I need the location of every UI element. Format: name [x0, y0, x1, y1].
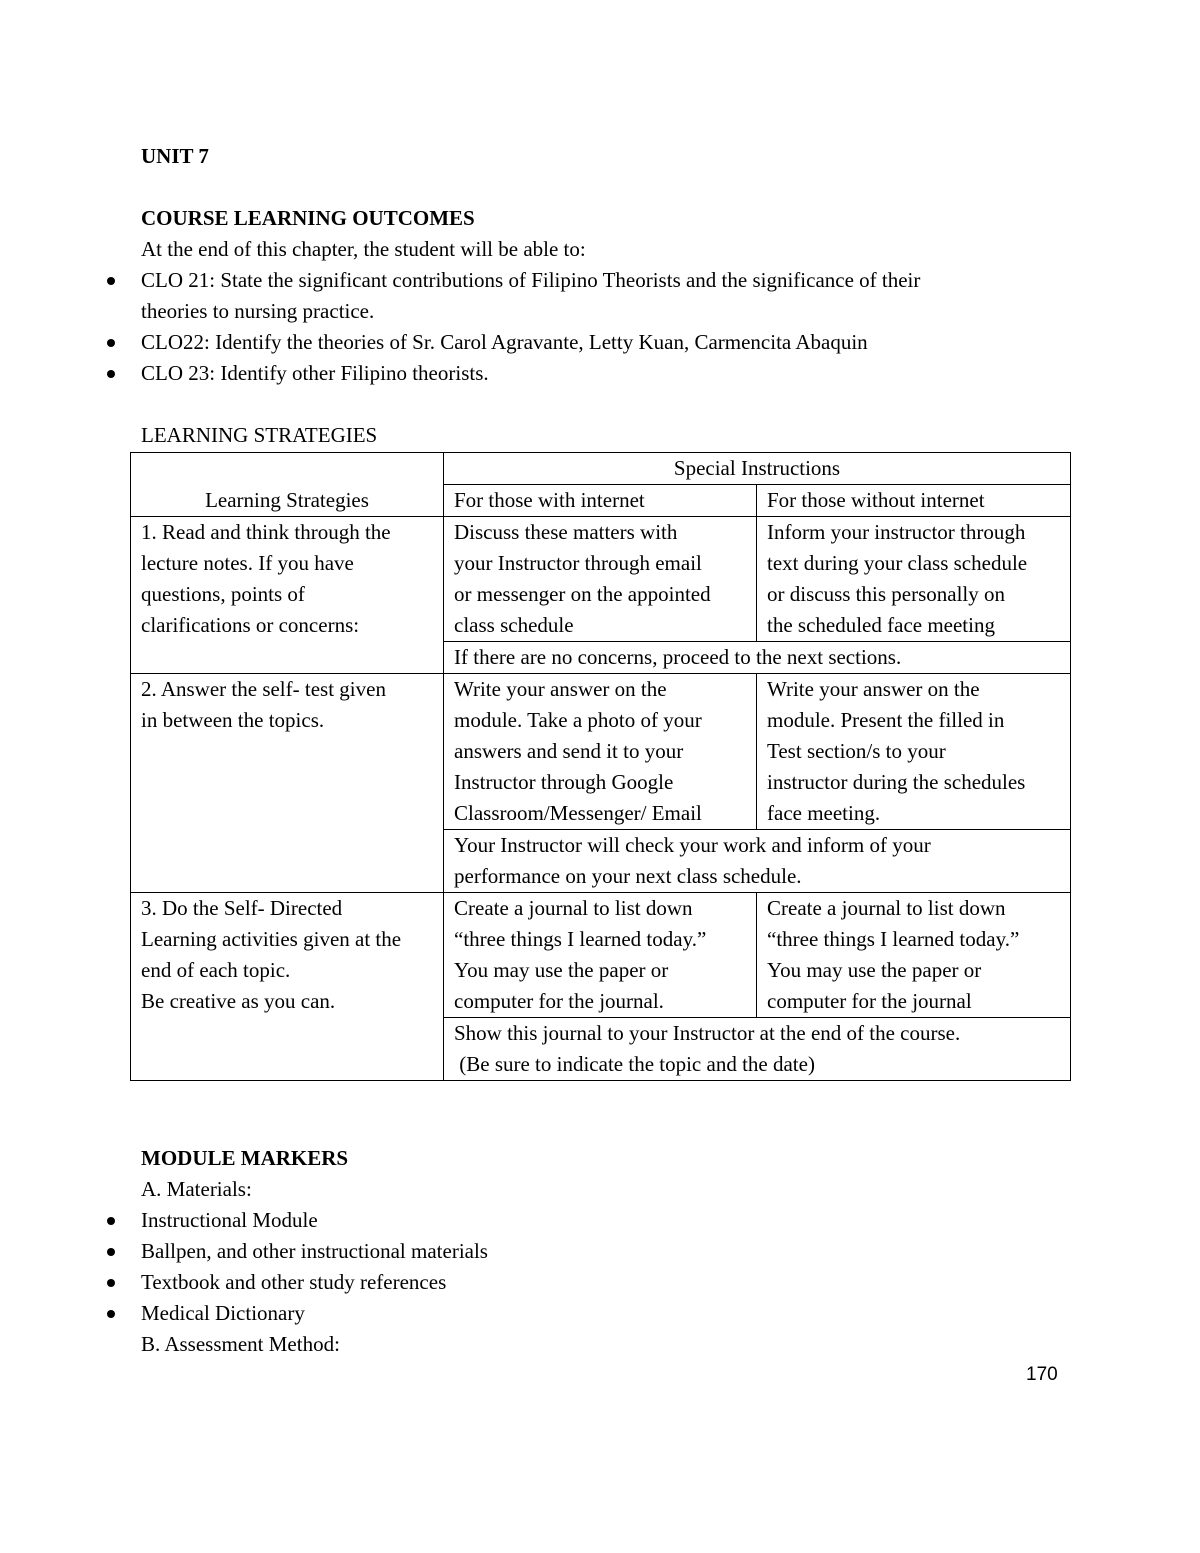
with-internet-cell-1: Discuss these matters with your Instructor through email or messenger on the appointed class schedule	[444, 517, 757, 642]
bullet-icon	[107, 1217, 115, 1225]
strategy-cell-1: 1. Read and think through the lecture notes. If you have questions, points of clarifications or concerns:	[131, 517, 444, 674]
header-with-internet: For those with internet	[444, 485, 757, 517]
clo-item-1-line-1: CLO 21: State the significant contributions of Filipino Theorists and the significance of their	[141, 268, 921, 292]
bullet-icon	[107, 1279, 115, 1287]
note-cell-2: Your Instructor will check your work and inform of your performance on your next class schedule.	[444, 830, 1071, 893]
material-item: Ballpen, and other instructional materials	[141, 1239, 488, 1263]
bullet-icon	[107, 1248, 115, 1256]
header-without-internet: For those without internet	[757, 485, 1071, 517]
clo-heading: COURSE LEARNING OUTCOMES	[141, 206, 475, 230]
clo-item-1-line-2: theories to nursing practice.	[141, 299, 375, 323]
materials-label: A. Materials:	[141, 1177, 252, 1201]
with-internet-cell-2: Write your answer on the module. Take a photo of your answers and send it to your Instructor through Google Classroom/Messenger/ Email	[444, 674, 757, 830]
material-item: Medical Dictionary	[141, 1301, 305, 1325]
clo-intro: At the end of this chapter, the student will be able to:	[141, 237, 586, 261]
note-cell-1: If there are no concerns, proceed to the next sections.	[444, 642, 1071, 674]
strategies-heading: LEARNING STRATEGIES	[141, 423, 378, 447]
material-item: Instructional Module	[141, 1208, 318, 1232]
bullet-icon	[107, 1310, 115, 1318]
markers-heading: MODULE MARKERS	[141, 1146, 349, 1170]
strategy-cell-3: 3. Do the Self- Directed Learning activities given at the end of each topic. Be creative as you can.	[131, 893, 444, 1081]
bullet-icon	[107, 277, 115, 285]
material-item: Textbook and other study references	[141, 1270, 447, 1294]
bullet-icon	[107, 370, 115, 378]
clo-item-3: CLO 23: Identify other Filipino theorists.	[141, 361, 489, 385]
without-internet-cell-1: Inform your instructor through text during your class schedule or discuss this personally on the scheduled face meeting	[757, 517, 1071, 642]
strategy-cell-2: 2. Answer the self- test given in between the topics.	[131, 674, 444, 893]
header-special-instructions: Special Instructions	[444, 453, 1071, 485]
bullet-icon	[107, 339, 115, 347]
without-internet-cell-2: Write your answer on the module. Present the filled in Test section/s to your instructor during the schedules face meeting.	[757, 674, 1071, 830]
page-number: 170	[1026, 1364, 1058, 1385]
unit-title: UNIT 7	[141, 144, 209, 168]
header-learning-strategies: Learning Strategies	[131, 453, 444, 517]
note-cell-3: Show this journal to your Instructor at the end of the course. (Be sure to indicate the topic and the date)	[444, 1018, 1071, 1081]
with-internet-cell-3: Create a journal to list down “three things I learned today.” You may use the paper or computer for the journal.	[444, 893, 757, 1018]
clo-item-2: CLO22: Identify the theories of Sr. Carol Agravante, Letty Kuan, Carmencita Abaquin	[141, 330, 868, 354]
assessment-label: B. Assessment Method:	[141, 1332, 340, 1356]
learning-strategies-table	[130, 452, 1071, 1081]
without-internet-cell-3: Create a journal to list down “three things I learned today.” You may use the paper or computer for the journal	[757, 893, 1071, 1018]
